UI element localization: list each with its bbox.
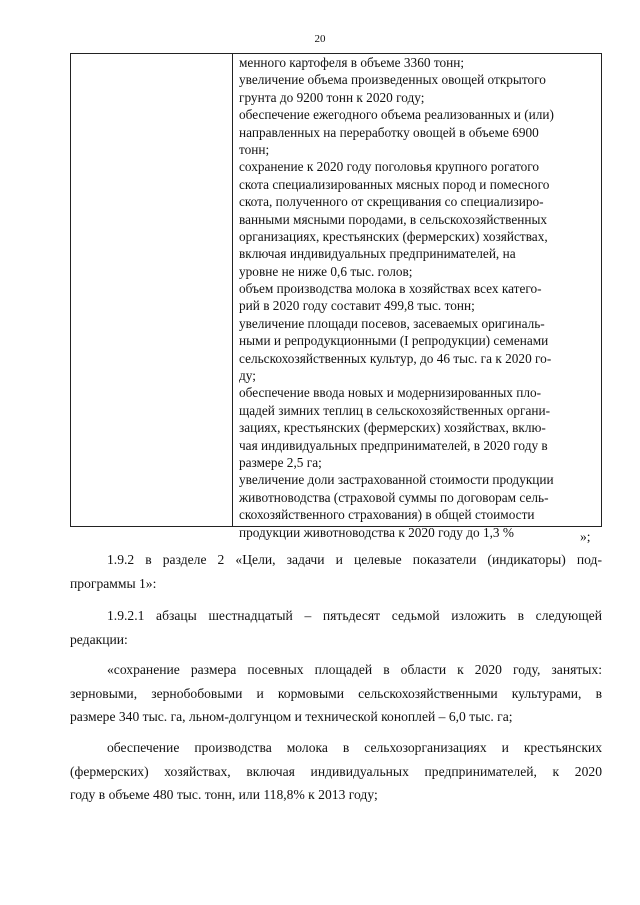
cell-text-line: ванными мясными породами, в сельскохозяйственных (239, 211, 548, 227)
cell-text-line: менного картофеля в объеме 3360 тонн; (239, 55, 465, 70)
cell-text-line: скота, полученного от скрещивания со специализиро- (239, 194, 544, 210)
cell-text-line: ду; (239, 368, 256, 384)
cell-text-line: обеспечение ежегодного объема реализованных и (или) (239, 107, 554, 123)
cell-text-line: направленных на переработку овощей в объеме 6900 (239, 124, 539, 140)
cell-text-line: ными и репродукционными (I репродукции) семенами (239, 333, 549, 349)
paragraph-instruction (70, 604, 602, 651)
cell-text-line: животноводства (страховой суммы по договорам сель- (239, 489, 549, 505)
cell-text-line: сельскохозяйственных культур, до 46 тыс. га к 2020 го- (239, 350, 552, 366)
paragraph-line: «сохранение размера посевных площадей в области к 2020 году, занятых: (107, 662, 602, 677)
cell-text-line: тонн; (239, 141, 270, 157)
cell-text-line: объем производства молока в хозяйствах всех катего- (239, 281, 542, 297)
cell-text-line: чая индивидуальных предпринимателей, в 2020 году в (239, 437, 548, 453)
paragraph-line: размере 340 тыс. га, льном-долгунцом и технической коноплей – 6,0 тыс. га; (70, 709, 513, 724)
paragraph-line: обеспечение производства молока в сельхозорганизациях и крестьянских (107, 740, 602, 755)
paragraph-section-heading (70, 548, 602, 595)
table-column-divider (232, 54, 233, 526)
table-right-cell (239, 54, 597, 541)
paragraph-crop-areas (70, 658, 602, 729)
paragraph-line: году в объеме 480 тыс. тонн, или 118,8% к 2013 году; (70, 787, 378, 802)
paragraph-line: программы 1»: (70, 575, 157, 591)
paragraph-line: (фермерских) хозяйствах, включая индивидуальных предпринимателей, к 2020 (70, 763, 602, 779)
cell-text-line: продукции животноводства к 2020 году до 1,3 % (239, 524, 514, 540)
page-number: 20 (314, 33, 326, 45)
cell-text-line: включая индивидуальных предпринимателей, на (239, 246, 516, 262)
paragraph-line: 1.9.2.1 абзацы шестнадцатый – пятьдесят седьмой изложить в следующей (107, 608, 602, 623)
paragraph-line: редакции: (70, 631, 128, 647)
cell-text-line: увеличение объема произведенных овощей открытого (239, 72, 546, 88)
cell-text-line: скота специализированных мясных пород и помесного (239, 176, 550, 192)
cell-text-line: грунта до 9200 тонн к 2020 году; (239, 89, 425, 105)
continuation-table (70, 53, 602, 540)
cell-text-line: обеспечение ввода новых и модернизированных пло- (239, 385, 542, 401)
cell-text-line: увеличение доли застрахованной стоимости продукции (239, 472, 554, 488)
cell-text-line: зациях, крестьянских (фермерских) хозяйствах, вклю- (239, 420, 546, 436)
cell-text-line: рий в 2020 году составит 499,8 тыс. тонн; (239, 298, 475, 314)
paragraph-line: зерновыми, зернобобовыми и кормовыми сельскохозяйственными культурами, в (70, 685, 602, 701)
cell-text-line: скохозяйственного страхования) в общей стоимости (239, 507, 535, 523)
cell-text-line: уровне не ниже 0,6 тыс. голов; (239, 263, 413, 279)
cell-text-line: щадей зимних теплиц в сельскохозяйственных органи- (239, 402, 551, 418)
cell-text-line: сохранение к 2020 году поголовья крупного рогатого (239, 159, 540, 175)
paragraph-line: 1.9.2 в разделе 2 «Цели, задачи и целевые показатели (индикаторы) под- (107, 552, 602, 567)
paragraph-milk-production (70, 736, 602, 807)
cell-text-line: организациях, крестьянских (фермерских) хозяйствах, (239, 228, 548, 244)
closing-quote: »; (580, 529, 591, 544)
cell-text-line: размере 2,5 га; (239, 454, 322, 470)
cell-text-line: увеличение площади посевов, засеваемых оригиналь- (239, 315, 545, 331)
